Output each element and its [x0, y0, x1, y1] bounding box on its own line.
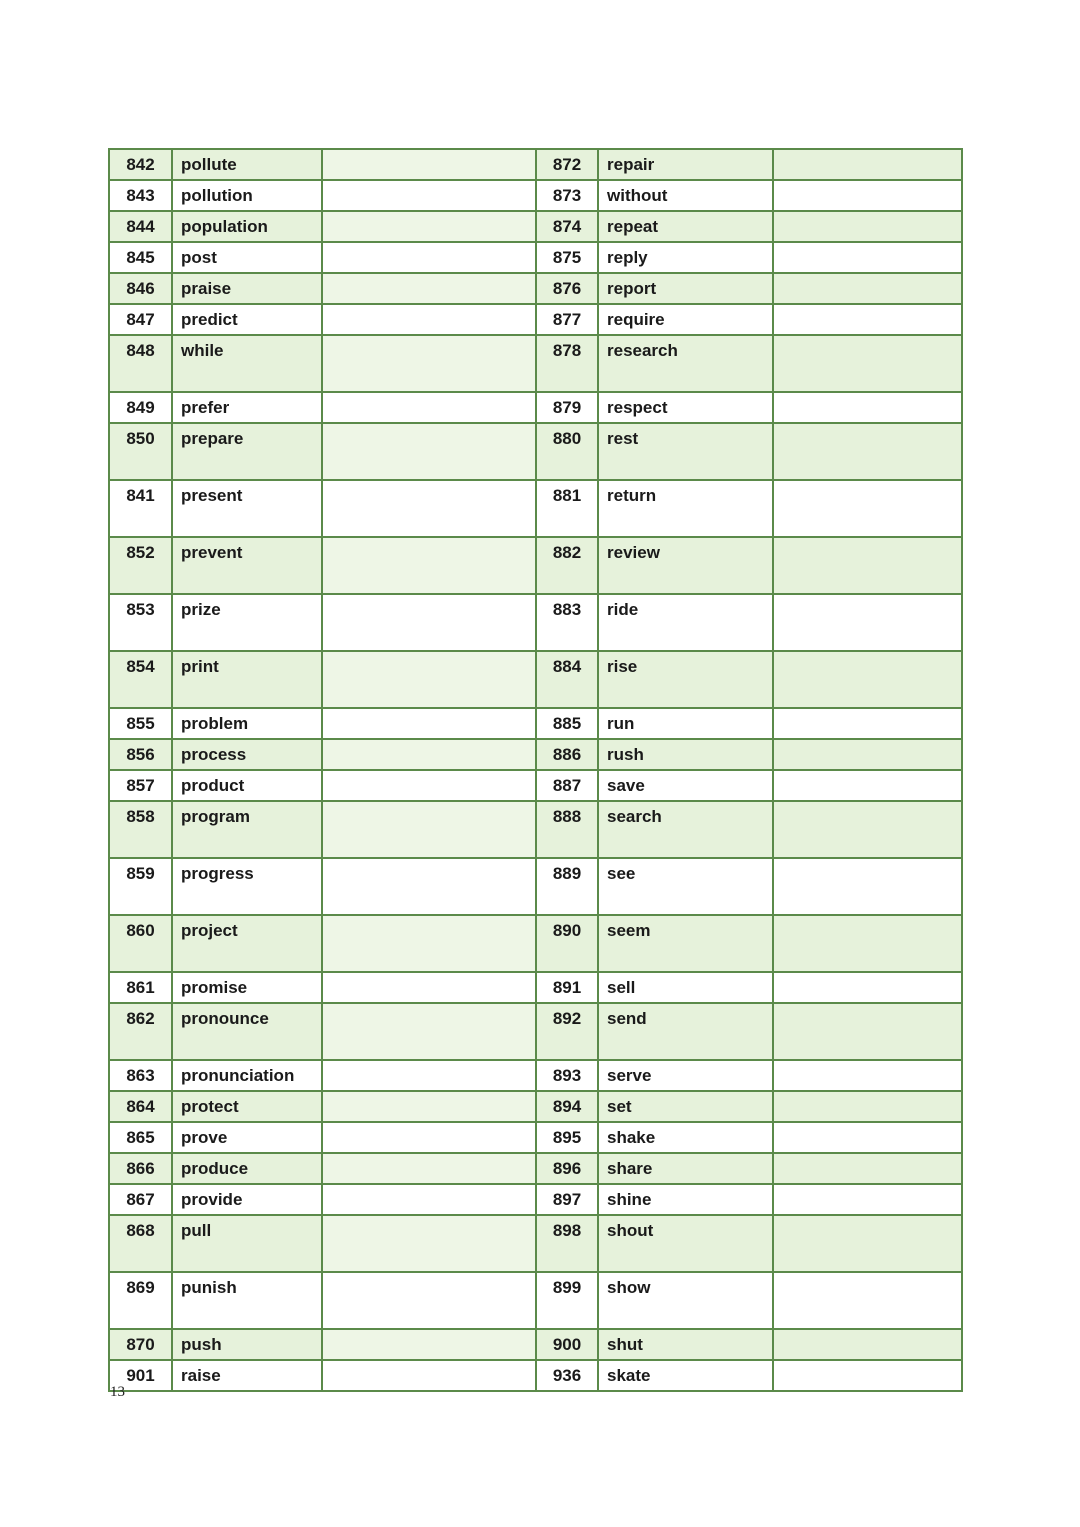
left-answer-cell[interactable] [322, 1272, 536, 1329]
right-word-cell: search [598, 801, 773, 858]
right-word-cell: rise [598, 651, 773, 708]
right-answer-cell[interactable] [773, 1329, 962, 1360]
left-answer-cell[interactable] [322, 708, 536, 739]
page-number: 13 [110, 1384, 125, 1400]
left-word-cell: raise [172, 1360, 322, 1391]
right-answer-cell[interactable] [773, 770, 962, 801]
left-answer-cell[interactable] [322, 273, 536, 304]
left-number-cell: 852 [109, 537, 172, 594]
table-row [109, 423, 962, 480]
left-word-cell: print [172, 651, 322, 708]
right-number-cell: 897 [536, 1184, 598, 1215]
right-answer-cell[interactable] [773, 1184, 962, 1215]
right-answer-cell[interactable] [773, 858, 962, 915]
right-answer-cell[interactable] [773, 915, 962, 972]
left-number-cell: 857 [109, 770, 172, 801]
right-number-cell: 896 [536, 1153, 598, 1184]
right-word-cell: skate [598, 1360, 773, 1391]
left-answer-cell[interactable] [322, 739, 536, 770]
left-number-cell: 844 [109, 211, 172, 242]
right-answer-cell[interactable] [773, 801, 962, 858]
table-row [109, 1360, 962, 1391]
table-row [109, 273, 962, 304]
left-answer-cell[interactable] [322, 242, 536, 273]
vocabulary-table-body [109, 149, 962, 1391]
left-word-cell: protect [172, 1091, 322, 1122]
left-number-cell: 865 [109, 1122, 172, 1153]
table-row [109, 1272, 962, 1329]
left-number-cell: 869 [109, 1272, 172, 1329]
left-answer-cell[interactable] [322, 423, 536, 480]
table-row [109, 972, 962, 1003]
right-number-cell: 879 [536, 392, 598, 423]
left-number-cell: 848 [109, 335, 172, 392]
right-number-cell: 936 [536, 1360, 598, 1391]
right-word-cell: see [598, 858, 773, 915]
table-row [109, 1184, 962, 1215]
vocabulary-table [108, 148, 963, 1392]
left-word-cell: prize [172, 594, 322, 651]
right-word-cell: rest [598, 423, 773, 480]
left-answer-cell[interactable] [322, 770, 536, 801]
table-row [109, 739, 962, 770]
right-word-cell: show [598, 1272, 773, 1329]
table-row [109, 1091, 962, 1122]
right-number-cell: 895 [536, 1122, 598, 1153]
left-number-cell: 853 [109, 594, 172, 651]
right-answer-cell[interactable] [773, 1153, 962, 1184]
right-word-cell: shout [598, 1215, 773, 1272]
left-word-cell: pollute [172, 149, 322, 180]
right-number-cell: 893 [536, 1060, 598, 1091]
left-answer-cell[interactable] [322, 1153, 536, 1184]
left-answer-cell[interactable] [322, 180, 536, 211]
left-answer-cell[interactable] [322, 537, 536, 594]
right-number-cell: 890 [536, 915, 598, 972]
right-answer-cell[interactable] [773, 594, 962, 651]
left-word-cell: pronunciation [172, 1060, 322, 1091]
left-number-cell: 861 [109, 972, 172, 1003]
right-answer-cell[interactable] [773, 1122, 962, 1153]
right-answer-cell[interactable] [773, 1272, 962, 1329]
left-word-cell: pull [172, 1215, 322, 1272]
right-number-cell: 885 [536, 708, 598, 739]
left-answer-cell[interactable] [322, 651, 536, 708]
right-number-cell: 877 [536, 304, 598, 335]
left-number-cell: 854 [109, 651, 172, 708]
right-number-cell: 891 [536, 972, 598, 1003]
right-answer-cell[interactable] [773, 149, 962, 180]
right-answer-cell[interactable] [773, 480, 962, 537]
right-word-cell: repair [598, 149, 773, 180]
right-answer-cell[interactable] [773, 1060, 962, 1091]
table-row [109, 858, 962, 915]
table-row [109, 480, 962, 537]
left-number-cell: 847 [109, 304, 172, 335]
left-word-cell: program [172, 801, 322, 858]
left-word-cell: predict [172, 304, 322, 335]
right-word-cell: run [598, 708, 773, 739]
left-number-cell: 841 [109, 480, 172, 537]
right-answer-cell[interactable] [773, 304, 962, 335]
right-number-cell: 881 [536, 480, 598, 537]
table-row [109, 1215, 962, 1272]
table-row [109, 915, 962, 972]
right-word-cell: shake [598, 1122, 773, 1153]
right-answer-cell[interactable] [773, 273, 962, 304]
table-row [109, 770, 962, 801]
left-number-cell: 850 [109, 423, 172, 480]
right-answer-cell[interactable] [773, 1360, 962, 1391]
left-word-cell: punish [172, 1272, 322, 1329]
left-number-cell: 870 [109, 1329, 172, 1360]
right-number-cell: 887 [536, 770, 598, 801]
right-number-cell: 873 [536, 180, 598, 211]
table-row [109, 651, 962, 708]
left-answer-cell[interactable] [322, 392, 536, 423]
left-number-cell: 843 [109, 180, 172, 211]
left-number-cell: 858 [109, 801, 172, 858]
right-number-cell: 894 [536, 1091, 598, 1122]
table-row [109, 1329, 962, 1360]
right-answer-cell[interactable] [773, 739, 962, 770]
table-row [109, 1122, 962, 1153]
right-number-cell: 889 [536, 858, 598, 915]
right-word-cell: send [598, 1003, 773, 1060]
left-word-cell: prevent [172, 537, 322, 594]
right-word-cell: rush [598, 739, 773, 770]
right-number-cell: 899 [536, 1272, 598, 1329]
right-word-cell: share [598, 1153, 773, 1184]
right-number-cell: 882 [536, 537, 598, 594]
right-word-cell: shut [598, 1329, 773, 1360]
left-number-cell: 855 [109, 708, 172, 739]
table-row [109, 1003, 962, 1060]
right-number-cell: 892 [536, 1003, 598, 1060]
left-word-cell: while [172, 335, 322, 392]
left-answer-cell[interactable] [322, 858, 536, 915]
left-answer-cell[interactable] [322, 1122, 536, 1153]
table-row [109, 211, 962, 242]
left-word-cell: prove [172, 1122, 322, 1153]
right-answer-cell[interactable] [773, 1003, 962, 1060]
right-answer-cell[interactable] [773, 211, 962, 242]
right-word-cell: respect [598, 392, 773, 423]
left-word-cell: push [172, 1329, 322, 1360]
left-word-cell: present [172, 480, 322, 537]
left-word-cell: progress [172, 858, 322, 915]
table-row [109, 594, 962, 651]
left-word-cell: promise [172, 972, 322, 1003]
table-row [109, 149, 962, 180]
table-row [109, 801, 962, 858]
left-number-cell: 864 [109, 1091, 172, 1122]
table-row [109, 392, 962, 423]
left-number-cell: 856 [109, 739, 172, 770]
right-answer-cell[interactable] [773, 1215, 962, 1272]
left-word-cell: problem [172, 708, 322, 739]
right-word-cell: sell [598, 972, 773, 1003]
left-number-cell: 867 [109, 1184, 172, 1215]
right-word-cell: save [598, 770, 773, 801]
right-answer-cell[interactable] [773, 537, 962, 594]
right-word-cell: research [598, 335, 773, 392]
left-answer-cell[interactable] [322, 304, 536, 335]
left-number-cell: 845 [109, 242, 172, 273]
left-word-cell: provide [172, 1184, 322, 1215]
left-answer-cell[interactable] [322, 915, 536, 972]
right-number-cell: 888 [536, 801, 598, 858]
right-word-cell: repeat [598, 211, 773, 242]
left-number-cell: 863 [109, 1060, 172, 1091]
right-word-cell: ride [598, 594, 773, 651]
left-word-cell: praise [172, 273, 322, 304]
right-word-cell: report [598, 273, 773, 304]
right-answer-cell[interactable] [773, 708, 962, 739]
right-number-cell: 872 [536, 149, 598, 180]
right-word-cell: shine [598, 1184, 773, 1215]
right-word-cell: reply [598, 242, 773, 273]
left-number-cell: 862 [109, 1003, 172, 1060]
left-number-cell: 860 [109, 915, 172, 972]
right-answer-cell[interactable] [773, 335, 962, 392]
right-answer-cell[interactable] [773, 423, 962, 480]
left-word-cell: population [172, 211, 322, 242]
right-word-cell: require [598, 304, 773, 335]
right-number-cell: 900 [536, 1329, 598, 1360]
table-row [109, 335, 962, 392]
left-answer-cell[interactable] [322, 1215, 536, 1272]
left-answer-cell[interactable] [322, 480, 536, 537]
right-word-cell: review [598, 537, 773, 594]
table-row [109, 304, 962, 335]
left-number-cell: 846 [109, 273, 172, 304]
left-number-cell: 859 [109, 858, 172, 915]
right-number-cell: 884 [536, 651, 598, 708]
right-number-cell: 878 [536, 335, 598, 392]
left-answer-cell[interactable] [322, 149, 536, 180]
right-number-cell: 874 [536, 211, 598, 242]
left-answer-cell[interactable] [322, 1091, 536, 1122]
left-answer-cell[interactable] [322, 1003, 536, 1060]
left-word-cell: pronounce [172, 1003, 322, 1060]
table-row [109, 1060, 962, 1091]
left-number-cell: 868 [109, 1215, 172, 1272]
right-number-cell: 886 [536, 739, 598, 770]
left-answer-cell[interactable] [322, 1360, 536, 1391]
table-row [109, 708, 962, 739]
left-number-cell: 901 [109, 1360, 172, 1391]
left-number-cell: 849 [109, 392, 172, 423]
right-answer-cell[interactable] [773, 1091, 962, 1122]
right-number-cell: 876 [536, 273, 598, 304]
right-answer-cell[interactable] [773, 392, 962, 423]
left-answer-cell[interactable] [322, 594, 536, 651]
right-answer-cell[interactable] [773, 180, 962, 211]
table-row [109, 242, 962, 273]
left-word-cell: pollution [172, 180, 322, 211]
left-word-cell: process [172, 739, 322, 770]
right-word-cell: without [598, 180, 773, 211]
left-word-cell: project [172, 915, 322, 972]
left-word-cell: prepare [172, 423, 322, 480]
left-number-cell: 842 [109, 149, 172, 180]
left-word-cell: prefer [172, 392, 322, 423]
left-answer-cell[interactable] [322, 1060, 536, 1091]
right-answer-cell[interactable] [773, 242, 962, 273]
right-number-cell: 883 [536, 594, 598, 651]
left-answer-cell[interactable] [322, 1184, 536, 1215]
left-word-cell: produce [172, 1153, 322, 1184]
left-answer-cell[interactable] [322, 1329, 536, 1360]
left-word-cell: product [172, 770, 322, 801]
table-row [109, 1153, 962, 1184]
left-answer-cell[interactable] [322, 335, 536, 392]
right-answer-cell[interactable] [773, 651, 962, 708]
table-row [109, 537, 962, 594]
left-answer-cell[interactable] [322, 211, 536, 242]
right-number-cell: 880 [536, 423, 598, 480]
right-answer-cell[interactable] [773, 972, 962, 1003]
table-row [109, 180, 962, 211]
left-answer-cell[interactable] [322, 801, 536, 858]
right-word-cell: seem [598, 915, 773, 972]
left-word-cell: post [172, 242, 322, 273]
right-number-cell: 898 [536, 1215, 598, 1272]
right-word-cell: set [598, 1091, 773, 1122]
left-number-cell: 866 [109, 1153, 172, 1184]
left-answer-cell[interactable] [322, 972, 536, 1003]
right-word-cell: serve [598, 1060, 773, 1091]
right-word-cell: return [598, 480, 773, 537]
right-number-cell: 875 [536, 242, 598, 273]
